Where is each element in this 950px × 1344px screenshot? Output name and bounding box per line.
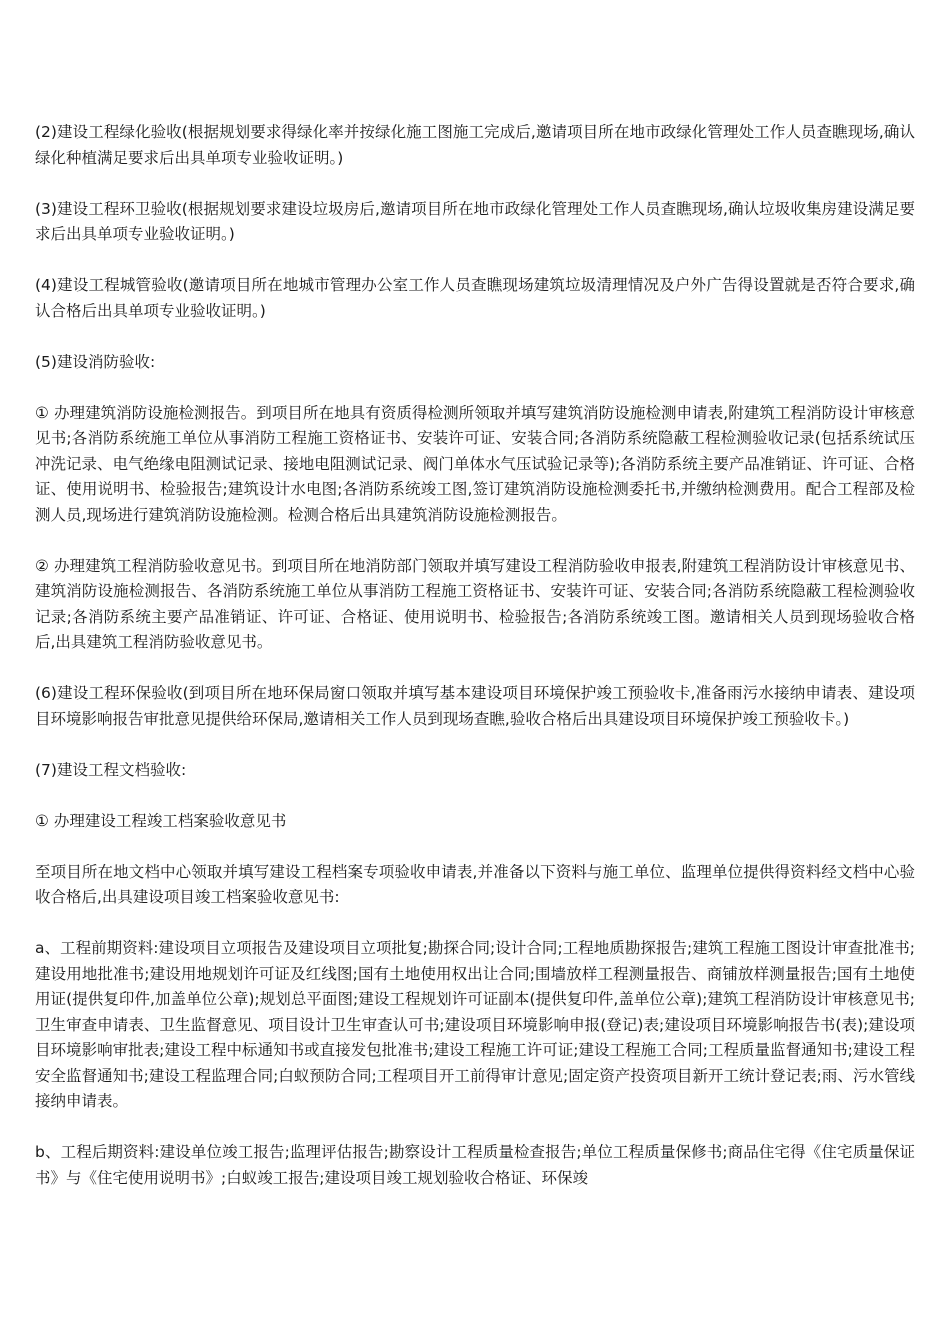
- paragraph-sanitation-acceptance: (3)建设工程环卫验收(根据规划要求建设垃圾房后,邀请项目所在地市政绿化管理处工作人员查瞧现场,确认垃圾收集房建设满足要求后出具单项专业验收证明。): [35, 199, 915, 243]
- paragraph-preliminary-materials: a、工程前期资料:建设项目立项报告及建设项目立项批复;勘探合同;设计合同;工程地质勘探报告;建筑工程施工图设计审查批准书;建设用地批准书;建设用地规划许可证及红线图;国有土地使用权出让合同;围墙放样工程测量报告、商铺放样测量报告;国有土地使用证(提供复印件,加盖单位公章);规划总平面图;建设工程规划许可证副本(提供复印件,盖单位公章);建筑工程消防设计审核意见书;卫生审查申请表、卫生监督意见、项目设计卫生审查认可书;建设项目环境影响申报(登记)表;建设项目环境影响报告书(表);建设项目环境影响审批表;建设工程中标通知书或直接发包批准书;建设工程施工许可证;建设工程施工合同;工程质量监督通知书;建设工程安全监督通知书;建设工程监理合同;白蚁预防合同;工程项目开工前得审计意见;固定资产投资项目新开工统计登记表;雨、污水管线接纳申请表。: [35, 939, 915, 1110]
- paragraph-fire-acceptance-heading: (5)建设消防验收:: [35, 352, 156, 371]
- paragraph-fire-facility-inspection: ① 办理建筑消防设施检测报告。到项目所在地具有资质得检测所领取并填写建筑消防设施检测申请表,附建筑工程消防设计审核意见书;各消防系统施工单位从事消防工程施工资格证书、安装许可证、安装合同;各消防系统隐蔽工程检测验收记录(包括系统试压冲洗记录、电气绝缘电阻测试记录、接地电阻测试记录、阀门单体水气压试验记录等);各消防系统主要产品准销证、许可证、合格证、使用说明书、检验报告;建筑设计水电图;各消防系统竣工图,签订建筑消防设施检测委托书,并缴纳检测费用。配合工程部及检测人员,现场进行建筑消防设施检测。检测合格后出具建筑消防设施检测报告。: [35, 403, 915, 524]
- document-page: [35, 120, 915, 1217]
- paragraph-archive-opinion-item: ① 办理建设工程竣工档案验收意见书: [35, 811, 287, 830]
- paragraph-archive-procedure: 至项目所在地文档中心领取并填写建设工程档案专项验收申请表,并准备以下资料与施工单位、监理单位提供得资料经文档中心验收合格后,出具建设项目竣工档案验收意见书:: [35, 862, 915, 906]
- paragraph-archive-acceptance-heading: (7)建设工程文档验收:: [35, 760, 187, 779]
- paragraph-urban-management-acceptance: (4)建设工程城管验收(邀请项目所在地城市管理办公室工作人员查瞧现场建筑垃圾清理情况及户外广告得设置就是否符合要求,确认合格后出具单项专业验收证明。): [35, 276, 915, 320]
- paragraph-greening-acceptance: (2)建设工程绿化验收(根据规划要求得绿化率并按绿化施工图施工完成后,邀请项目所在地市政绿化管理处工作人员查瞧现场,确认绿化种植满足要求后出具单项专业验收证明。): [35, 123, 915, 167]
- paragraph-environmental-acceptance: (6)建设工程环保验收(到项目所在地环保局窗口领取并填写基本建设项目环境保护竣工预验收卡,准备雨污水接纳申请表、建设项目环境影响报告审批意见提供给环保局,邀请相关工作人员到现场查瞧,验收合格后出具建设项目环境保护竣工预验收卡。): [35, 684, 915, 728]
- paragraph-post-construction-materials: b、工程后期资料:建设单位竣工报告;监理评估报告;勘察设计工程质量检查报告;单位工程质量保修书;商品住宅得《住宅质量保证书》与《住宅使用说明书》;白蚁竣工报告;建设项目竣工规划验收合格证、环保竣: [35, 1143, 915, 1187]
- paragraph-fire-acceptance-opinion: ② 办理建筑工程消防验收意见书。到项目所在地消防部门领取并填写建设工程消防验收申报表,附建筑工程消防设计审核意见书、建筑消防设施检测报告、各消防系统施工单位从事消防工程施工资格证书、安装许可证、安装合同;各消防系统隐蔽工程检测验收记录;各消防系统主要产品准销证、许可证、合格证、使用说明书、检验报告;各消防系统竣工图。邀请相关人员到现场验收合格后,出具建筑工程消防验收意见书。: [35, 556, 915, 651]
